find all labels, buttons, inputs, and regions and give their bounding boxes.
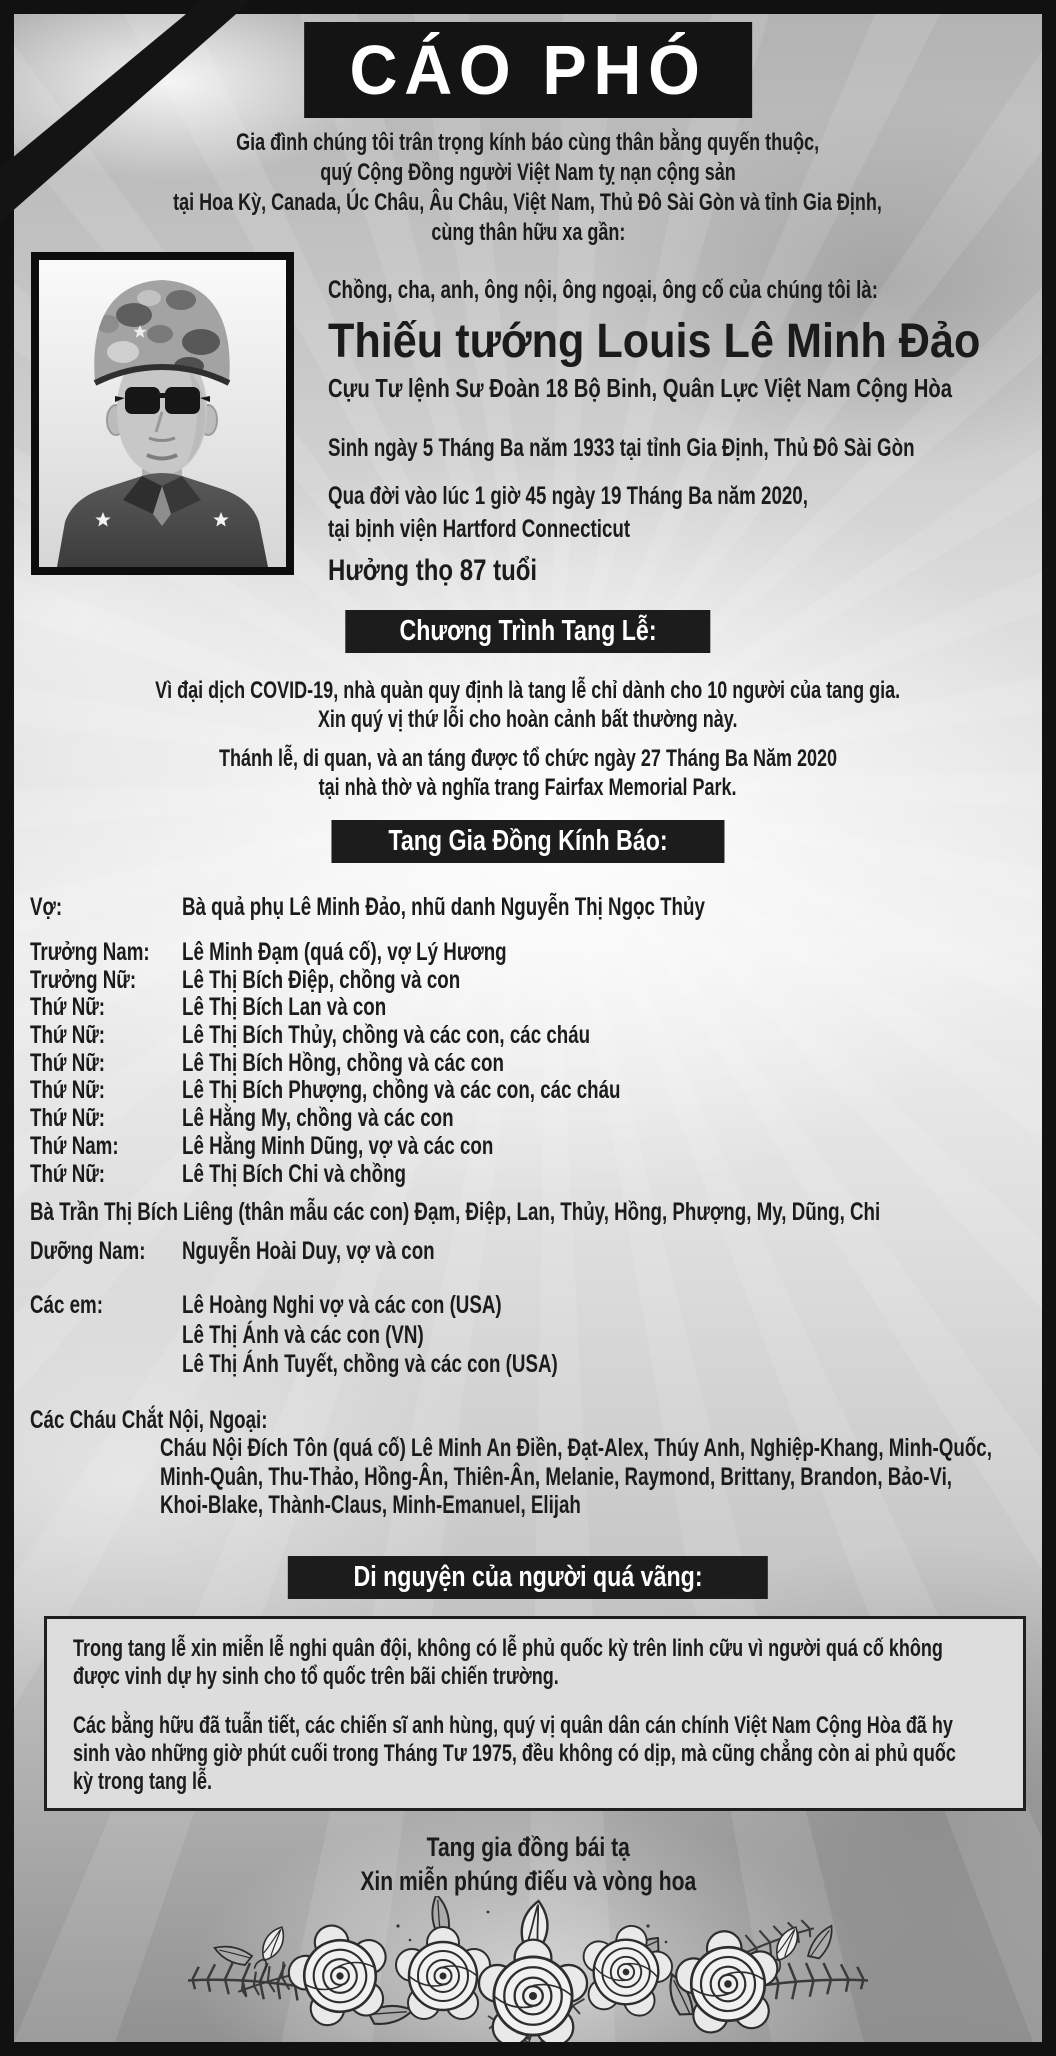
death-line: tại bịnh viện Hartford Connecticut	[328, 515, 631, 543]
family-row	[30, 1049, 767, 1077]
grandchildren-header-text: Các Cháu Chắt Nội, Ngoại:	[30, 1406, 268, 1434]
title-banner	[304, 22, 752, 118]
funeral-program-header	[345, 610, 710, 653]
family-row	[30, 1076, 767, 1104]
grandchildren-line: Cháu Nội Đích Tôn (quá cố) Lê Minh An Điền, Đạt-Alex, Thúy Anh, Nghiệp-Khang, Minh-Quốc,	[160, 1434, 992, 1462]
wish-line: kỳ trong tang lễ.	[73, 1768, 213, 1795]
service-line: tại nhà thờ và nghĩa trang Fairfax Memorial Park.	[319, 774, 737, 801]
family-row	[30, 1160, 767, 1188]
rose-garland-icon	[188, 1896, 868, 2048]
family-row-wife	[30, 893, 879, 921]
family-row	[30, 966, 767, 994]
deceased-role: Cựu Tư lệnh Sư Đoàn 18 Bộ Binh, Quân Lực Việt Nam Cộng Hòa	[328, 373, 953, 403]
last-wish-header	[288, 1556, 768, 1599]
intro-line: tại Hoa Kỳ, Canada, Úc Châu, Âu Châu, Việt Nam, Thủ Đô Sài Gòn và tỉnh Gia Định,	[173, 189, 883, 216]
intro-line: quý Cộng Đồng người Việt Nam tỵ nạn cộng sản	[320, 159, 736, 186]
family-row	[30, 993, 767, 1021]
death-line: Qua đời vào lúc 1 giờ 45 ngày 19 Tháng Ba năm 2020,	[328, 482, 808, 510]
family-label: Các em:	[30, 1291, 103, 1319]
farewell-line: Tang gia đồng bái tạ	[426, 1832, 630, 1862]
sibling-line: Lê Thị Ánh Tuyết, chồng và các con (USA)	[182, 1350, 558, 1378]
family-value: Lê Thị Bích Phượng, chồng và các con, các cháu	[182, 1076, 621, 1105]
deceased-name: Thiếu tướng Louis Lê Minh Đảo	[328, 315, 981, 368]
wish-line: sinh vào những giờ phút cuối trong Tháng Tư 1975, đều không có dịp, mà cũng chẳng còn ai phủ quốc	[73, 1740, 956, 1767]
farewell-lines	[0, 1830, 1056, 1898]
family-value: Lê Hằng My, chồng và các con	[182, 1104, 454, 1133]
wish-line: Trong tang lễ xin miễn lễ nghi quân đội, không có lễ phủ quốc kỳ trên linh cữu vì người quá cố không	[73, 1635, 943, 1662]
family-announcement-header-label: Tang Gia Đồng Kính Báo:	[388, 825, 668, 857]
intro-line: cùng thân hữu xa gần:	[430, 219, 626, 246]
wish-line: được vinh dự hy sinh cho tổ quốc trên bãi chiến trường.	[73, 1663, 559, 1690]
family-label: Trưởng Nữ:	[30, 965, 137, 994]
farewell-line: Xin miễn phúng điếu và vòng hoa	[360, 1866, 696, 1896]
grandchildren-header	[30, 1406, 347, 1434]
family-value: Lê Thị Bích Hồng, chồng và các con	[182, 1048, 504, 1077]
mother-line	[30, 1198, 1056, 1226]
family-value: Lê Thị Bích Điệp, chồng và con	[182, 965, 461, 994]
funeral-program-text	[0, 676, 1056, 802]
family-label: Thứ Nữ:	[30, 993, 106, 1022]
relation-line: Chồng, cha, anh, ông nội, ông ngoại, ông cố của chúng tôi là:	[328, 276, 878, 304]
family-value: Bà quả phụ Lê Minh Đảo, nhũ danh Nguyễn Thị Ngọc Thủy	[182, 893, 705, 921]
family-label: Thứ Nữ:	[30, 1159, 106, 1188]
deceased-info	[328, 276, 1056, 588]
family-label: Vợ:	[30, 893, 63, 921]
grandchildren-line: Khoi-Blake, Thành-Claus, Minh-Emanuel, Elijah	[160, 1491, 581, 1519]
family-row	[30, 1021, 767, 1049]
covid-line: Xin quý vị thứ lỗi cho hoàn cảnh bất thường này.	[318, 706, 738, 733]
covid-line: Vì đại dịch COVID-19, nhà quàn quy định là tang lễ chỉ dành cho 10 người của tang gia.	[155, 677, 901, 704]
sibling-line: Lê Hoàng Nghi vợ và các con (USA)	[182, 1291, 502, 1319]
family-value: Lê Minh Đạm (quá cố), vợ Lý Hương	[182, 938, 507, 966]
family-row	[30, 1132, 767, 1160]
family-label: Thứ Nữ:	[30, 1021, 106, 1050]
family-row	[30, 1104, 767, 1132]
birth-line: Sinh ngày 5 Tháng Ba năm 1933 tại tỉnh Gia Định, Thủ Đô Sài Gòn	[328, 434, 915, 462]
family-value: Lê Hằng Minh Dũng, vợ và các con	[182, 1131, 494, 1160]
family-label: Thứ Nam:	[30, 1131, 119, 1160]
family-label: Thứ Nữ:	[30, 1048, 106, 1077]
grandchildren-line: Minh-Quân, Thu-Thảo, Hồng-Ân, Thiên-Ân, Melanie, Raymond, Brittany, Brandon, Bảo-Vi,	[160, 1462, 952, 1491]
intro-line: Gia đình chúng tôi trân trọng kính báo cùng thân bằng quyến thuộc,	[236, 129, 820, 156]
family-row-siblings	[30, 1291, 683, 1380]
family-row	[30, 938, 767, 966]
last-wish-box	[44, 1616, 1026, 1811]
grandchildren-list	[160, 1434, 1056, 1520]
last-wish-header-label: Di nguyện của người quá vãng:	[353, 1561, 703, 1593]
wish-line: Các bằng hữu đã tuẫn tiết, các chiến sĩ anh hùng, quý vị quân dân cán chính Việt Nam Cộng Hòa đã hy	[73, 1712, 953, 1739]
page-title: CÁO PHÓ	[349, 31, 707, 109]
family-row-son-in-law	[30, 1237, 519, 1265]
funeral-program-header-label: Chương Trình Tang Lễ:	[399, 615, 657, 647]
sibling-line: Lê Thị Ánh và các con (VN)	[182, 1320, 424, 1349]
service-line: Thánh lễ, di quan, và an táng được tổ chức ngày 27 Tháng Ba Năm 2020	[218, 745, 837, 772]
portrait-photo	[31, 252, 294, 575]
family-label: Trưởng Nam:	[30, 938, 150, 966]
family-value: Lê Thị Bích Chi và chồng	[182, 1159, 406, 1188]
family-value: Nguyễn Hoài Duy, vợ và con	[182, 1237, 435, 1265]
family-label: Thứ Nữ:	[30, 1104, 106, 1133]
mourning-ribbon-icon	[0, 0, 260, 230]
family-announcement-header	[331, 820, 724, 863]
family-value: Lê Thị Bích Lan và con	[182, 993, 387, 1022]
family-label: Thứ Nữ:	[30, 1076, 106, 1105]
family-label: Dưỡng Nam:	[30, 1237, 146, 1265]
family-children-list	[30, 938, 767, 1187]
family-value: Lê Thị Bích Thủy, chồng và các con, các cháu	[182, 1021, 591, 1050]
age-line: Hưởng thọ 87 tuổi	[328, 554, 538, 587]
mother-line-text: Bà Trần Thị Bích Liêng (thân mẫu các con) Đạm, Điệp, Lan, Thủy, Hồng, Phượng, My, Dũng, Chi	[30, 1198, 881, 1226]
